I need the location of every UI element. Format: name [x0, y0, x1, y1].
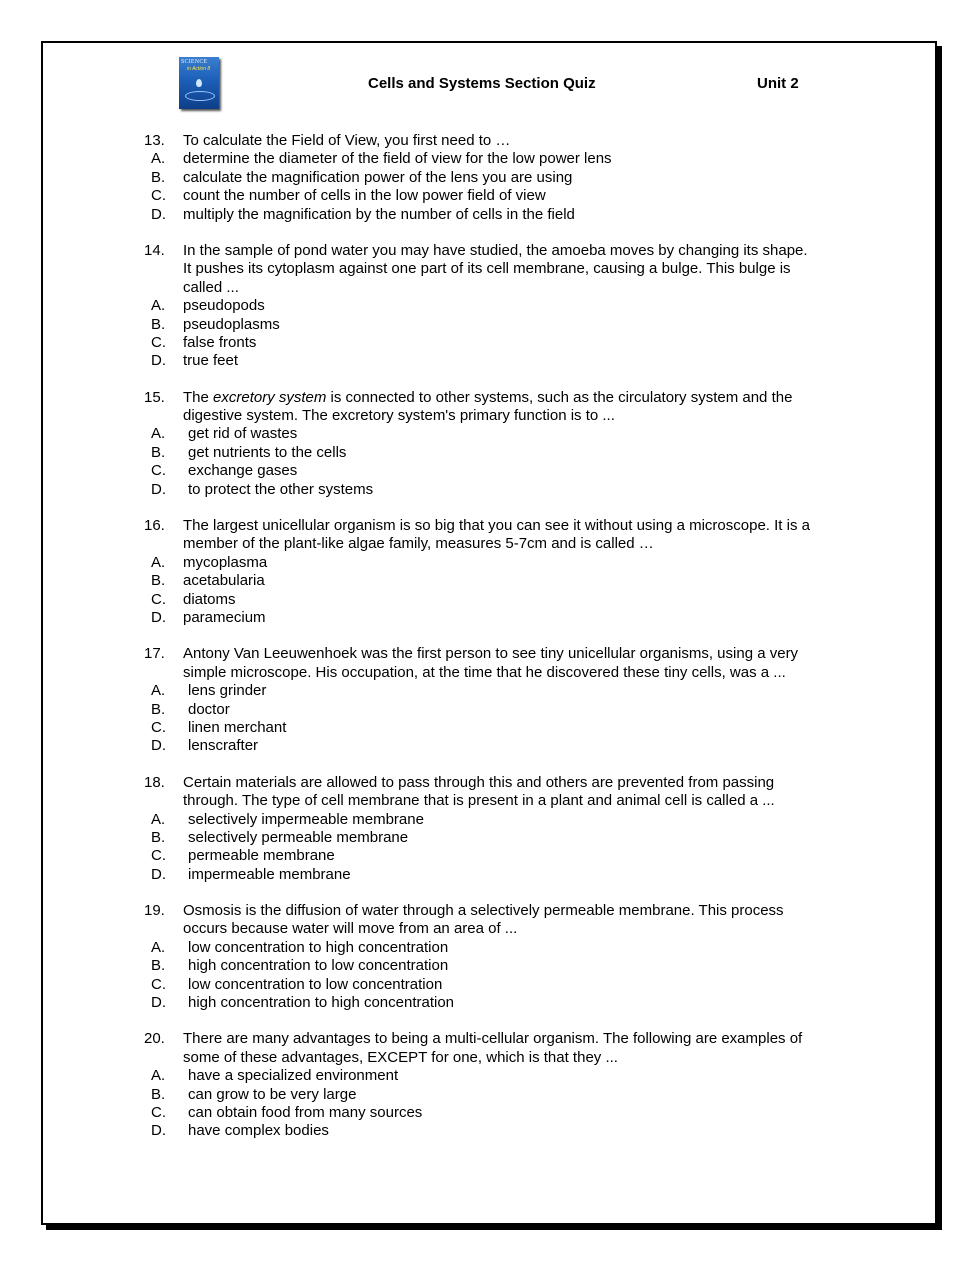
answer-option-a	[0, 554, 979, 572]
question-15	[0, 389, 979, 499]
option-letter: C.	[151, 975, 166, 993]
option-text: get nutrients to the cells	[188, 443, 347, 461]
option-text: to protect the other systems	[188, 480, 374, 498]
answer-option-b	[0, 444, 979, 462]
question-stem-line	[0, 1049, 979, 1067]
option-text: selectively permeable membrane	[188, 828, 409, 846]
question-number: 18.	[144, 773, 165, 791]
answer-option-d	[0, 866, 979, 884]
question-14	[0, 242, 979, 371]
stem-emphasis: excretory system	[213, 388, 327, 406]
question-list	[0, 132, 979, 1159]
question-stem-line	[0, 920, 979, 938]
question-stem-line	[0, 242, 979, 260]
answer-option-d	[0, 352, 979, 370]
option-text: impermeable membrane	[188, 865, 351, 883]
option-letter: D.	[151, 737, 166, 755]
question-text: member of the plant-like algae family, measures 5-7cm and is called …	[183, 535, 654, 553]
answer-option-b	[0, 572, 979, 590]
answer-option-c	[0, 719, 979, 737]
question-text: Certain materials are allowed to pass through this and others are prevented from passing	[183, 773, 775, 791]
option-text: have a specialized environment	[188, 1067, 399, 1085]
option-text: low concentration to high concentration	[188, 938, 449, 956]
option-text: paramecium	[183, 608, 266, 626]
option-letter: B.	[151, 572, 166, 590]
question-text: Osmosis is the diffusion of water through a selectively permeable membrane. This process	[183, 902, 784, 920]
option-letter: C.	[151, 333, 166, 351]
question-text: Antony Van Leeuwenhoek was the first person to see tiny unicellular organisms, using a very	[183, 645, 799, 663]
option-text: true feet	[183, 352, 239, 370]
answer-option-c	[0, 976, 979, 994]
question-number: 13.	[144, 132, 165, 149]
option-letter: C.	[151, 847, 166, 865]
question-19	[0, 902, 979, 1012]
question-stem-line	[0, 664, 979, 682]
option-text: acetabularia	[183, 572, 265, 590]
answer-option-d	[0, 1122, 979, 1140]
answer-option-b	[0, 957, 979, 975]
option-letter: D.	[151, 1122, 166, 1140]
answer-option-d	[0, 481, 979, 499]
answer-option-c	[0, 334, 979, 352]
question-stem-line	[0, 389, 979, 407]
option-letter: A.	[151, 553, 166, 571]
answer-option-b	[0, 316, 979, 334]
question-number: 17.	[144, 645, 165, 663]
question-text: through. The type of cell membrane that is present in a plant and animal cell is called a ...	[183, 792, 775, 810]
answer-option-a	[0, 297, 979, 315]
question-stem-line	[0, 517, 979, 535]
logo-subtitle: in Action 8	[187, 66, 211, 72]
option-letter: A.	[151, 682, 166, 700]
option-text: multiply the magnification by the number of cells in the field	[183, 205, 575, 223]
answer-option-c	[0, 591, 979, 609]
option-text: mycoplasma	[183, 553, 268, 571]
ripple-icon	[185, 91, 215, 101]
question-stem-line	[0, 792, 979, 810]
option-text: selectively impermeable membrane	[188, 810, 424, 828]
option-letter: B.	[151, 957, 166, 975]
option-text: get rid of wastes	[188, 425, 298, 443]
option-text: calculate the magnification power of the lens you are using	[183, 168, 573, 186]
answer-option-a	[0, 1067, 979, 1085]
question-stem-line	[0, 407, 979, 425]
question-stem-line	[0, 535, 979, 553]
option-letter: D.	[151, 480, 166, 498]
option-letter: C.	[151, 590, 166, 608]
option-text: pseudopods	[183, 297, 265, 315]
option-letter: D.	[151, 865, 166, 883]
option-letter: C.	[151, 718, 166, 736]
question-stem-line	[0, 132, 979, 150]
option-text: linen merchant	[188, 718, 287, 736]
option-letter: B.	[151, 315, 166, 333]
option-text: count the number of cells in the low power field of view	[183, 187, 546, 205]
answer-option-d	[0, 206, 979, 224]
option-text: high concentration to high concentration	[188, 994, 455, 1012]
option-text: can grow to be very large	[188, 1085, 357, 1103]
option-letter: A.	[151, 938, 166, 956]
question-text	[183, 389, 792, 407]
answer-option-d	[0, 994, 979, 1012]
option-text: low concentration to low concentration	[188, 975, 443, 993]
question-stem-line	[0, 645, 979, 663]
option-letter: B.	[151, 700, 166, 718]
question-stem-line	[0, 1030, 979, 1048]
question-text: some of these advantages, EXCEPT for one, which is that they ...	[183, 1048, 618, 1066]
option-letter: B.	[151, 168, 166, 186]
option-text: lenscrafter	[188, 737, 259, 755]
question-text: There are many advantages to being a multi-cellular organism. The following are examples of	[183, 1030, 803, 1048]
option-text: can obtain food from many sources	[188, 1103, 423, 1121]
option-letter: B.	[151, 1085, 166, 1103]
option-letter: A.	[151, 1067, 166, 1085]
option-letter: A.	[151, 810, 166, 828]
option-letter: B.	[151, 828, 166, 846]
question-text: occurs because water will move from an area of ...	[183, 920, 518, 938]
option-letter: C.	[151, 187, 166, 205]
answer-option-b	[0, 829, 979, 847]
answer-option-b	[0, 1086, 979, 1104]
question-number: 16.	[144, 517, 165, 535]
question-stem-line	[0, 260, 979, 278]
option-text: diatoms	[183, 590, 236, 608]
option-text: high concentration to low concentration	[188, 957, 449, 975]
option-letter: B.	[151, 443, 166, 461]
option-letter: D.	[151, 352, 166, 370]
answer-option-a	[0, 811, 979, 829]
answer-option-a	[0, 425, 979, 443]
option-text: lens grinder	[188, 682, 267, 700]
answer-option-c	[0, 187, 979, 205]
option-letter: A.	[151, 297, 166, 315]
option-letter: C.	[151, 1103, 166, 1121]
option-letter: D.	[151, 608, 166, 626]
stem-prefix: The	[183, 388, 214, 406]
option-text: pseudoplasms	[183, 315, 280, 333]
question-text: The largest unicellular organism is so big that you can see it without using a microscope. It is a	[183, 517, 810, 535]
question-stem-line	[0, 279, 979, 297]
option-letter: C.	[151, 462, 166, 480]
question-number: 20.	[144, 1030, 165, 1048]
answer-option-c	[0, 847, 979, 865]
option-text: exchange gases	[188, 462, 298, 480]
question-number: 15.	[144, 388, 165, 406]
option-letter: A.	[151, 425, 166, 443]
option-text: doctor	[188, 700, 230, 718]
option-text: determine the diameter of the field of view for the low power lens	[183, 150, 612, 168]
answer-option-a	[0, 939, 979, 957]
question-text: To calculate the Field of View, you first need to …	[183, 132, 511, 149]
answer-option-a	[0, 682, 979, 700]
option-letter: D.	[151, 994, 166, 1012]
question-stem-line	[0, 774, 979, 792]
logo-title: SCIENCE	[181, 59, 208, 65]
quiz-title: Cells and Systems Section Quiz	[368, 75, 596, 92]
question-text: It pushes its cytoplasm against one part of its cell membrane, causing a bulge. This bulge is	[183, 260, 791, 278]
answer-option-b	[0, 169, 979, 187]
question-stem-line	[0, 902, 979, 920]
answer-option-d	[0, 609, 979, 627]
question-number: 14.	[144, 241, 165, 259]
question-20	[0, 1030, 979, 1140]
option-text: false fronts	[183, 333, 257, 351]
question-17	[0, 645, 979, 755]
option-text: permeable membrane	[188, 847, 335, 865]
question-text: digestive system. The excretory system's primary function is to ...	[183, 407, 615, 425]
question-text: simple microscope. His occupation, at the time that he discovered these tiny cells, was a ...	[183, 663, 786, 681]
question-text: In the sample of pond water you may have studied, the amoeba moves by changing its shape.	[183, 241, 808, 259]
option-letter: A.	[151, 150, 166, 168]
answer-option-d	[0, 737, 979, 755]
question-13	[0, 132, 979, 224]
stem-suffix: is connected to other systems, such as the circulatory system and the	[326, 388, 793, 406]
answer-option-c	[0, 462, 979, 480]
answer-option-a	[0, 150, 979, 168]
question-16	[0, 517, 979, 627]
water-drop-icon	[196, 79, 202, 87]
question-18	[0, 774, 979, 884]
unit-label: Unit 2	[757, 75, 799, 92]
answer-option-b	[0, 701, 979, 719]
option-text: have complex bodies	[188, 1122, 329, 1140]
science-in-action-logo	[179, 57, 219, 109]
answer-option-c	[0, 1104, 979, 1122]
option-letter: D.	[151, 205, 166, 223]
question-number: 19.	[144, 902, 165, 920]
question-text: called ...	[183, 278, 239, 296]
